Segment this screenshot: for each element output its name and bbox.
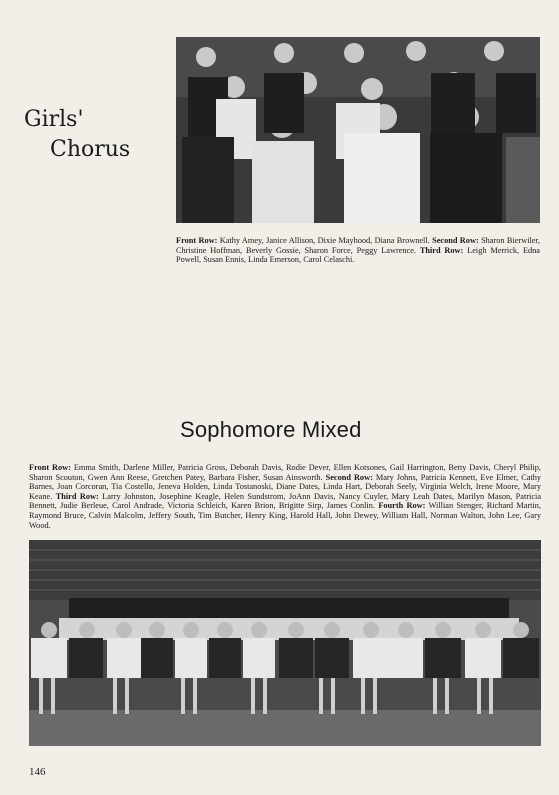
caption-row-names: Leigh Merrick, Edna Powell, Susan Ennis, Linda Emerson, Carol Celaschi. (176, 245, 540, 265)
girls-chorus-title (24, 105, 130, 165)
girls-chorus-caption (176, 236, 540, 265)
caption-row-label: Third Row: (419, 245, 464, 255)
sophomore-mixed-caption (29, 463, 541, 530)
caption-row-label: Front Row: (29, 463, 71, 472)
page-number: 146 (29, 766, 46, 778)
caption-row-label: Fourth Row: (378, 501, 426, 511)
girls-chorus-title-line2: Chorus (50, 137, 131, 162)
caption-row-label: Second Row: (325, 472, 373, 482)
caption-row-names: Emma Smith, Darlene Miller, Patricia Gross, Deborah Davis, Rodie Dever, Ellen Kotsones, Gail Harrington, Betty Davis, Cheryl Philip, Sharon Scouton, Gwen Ann Reese, Gretchen Patey, Barbara Fisher, Susan Ainsworth. (29, 463, 541, 482)
caption-row-label: Third Row: (55, 491, 99, 501)
caption-row-names: Larry Johnston, Josephine Keagle, Helen Sundstrom, JoAnn Davis, Nancy Cuyler, Mary Leah Dates, Marilyn Mason, Patricia Bennett, Judie Berleue, Carol Andrade, Victoria Schleich, Karen Brion, Brigitte Sirp, James Conlin. (29, 491, 542, 511)
sophomore-mixed-photo (29, 540, 541, 746)
sophomore-mixed-photo-image (29, 540, 541, 746)
caption-row-label: Front Row: (176, 236, 218, 245)
girls-chorus-photo-image (176, 37, 540, 223)
caption-row-names: Willian Stenger, Richard Martin, Raymond Bruce, Calvin Malcolm, Jeffery South, Tim Butcher, Henry King, Harold Hall, John Dewey, William Hall, Norman Walton, John Lee, Gary Wood. (29, 501, 541, 530)
caption-row-names: Kathy Amey, Janice Allison, Dixie Mayhood, Diana Brownell. (219, 236, 430, 245)
caption-row-label: Second Row: (432, 236, 479, 245)
girls-chorus-title-line1: Girls' (24, 107, 84, 132)
caption-row-names: Sharon Bierwiler, Christine Hoffman, Beverly Gossie, Sharon Force, Peggy Lawrence. (176, 236, 540, 255)
caption-row-names: Mary Johns, Patricia Kennett, Eve Elmer, Cathy Barnes, Joan Corcoran, Tia Costello, Jeneva Holden, Linda Tostanoski, Diane Dates, Linda Hart, Deborah Seely, Virginia Welch, Irene Moore, Mary Keane. (29, 472, 542, 501)
girls-chorus-photo (176, 37, 540, 223)
sophomore-mixed-title: Sophomore Mixed (180, 417, 362, 442)
